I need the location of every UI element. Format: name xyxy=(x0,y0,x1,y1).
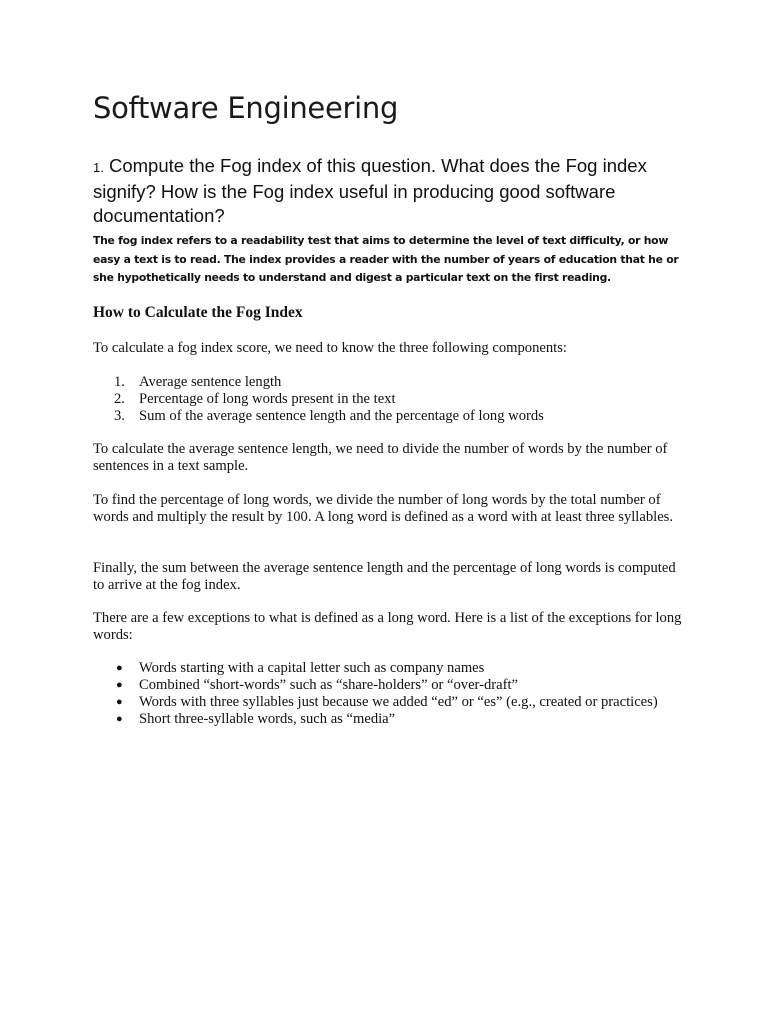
list-item-text: Words with three syllables just because we added “ed” or “es” (e.g., created or practices) xyxy=(139,694,658,710)
components-list xyxy=(93,374,693,425)
list-item xyxy=(93,408,693,425)
bullet-icon: ● xyxy=(116,679,123,691)
avg-sentence-paragraph: To calculate the average sentence length, we need to divide the number of words by the number of sentences in a text sample. xyxy=(93,441,668,474)
pct-long-words-paragraph: To find the percentage of long words, we divide the number of long words by the total number of words and multiply the result by 100. A long word is defined as a word with at least three syllables. xyxy=(93,492,674,525)
list-item xyxy=(93,694,693,711)
section-heading: How to Calculate the Fog Index xyxy=(93,304,303,321)
document-title: Software Engineering xyxy=(93,91,399,125)
list-item-text: Combined “short-words” such as “share-holders” or “over-draft” xyxy=(139,677,519,693)
list-item xyxy=(93,677,693,694)
list-item-number: 3. xyxy=(114,408,125,424)
exceptions-intro-paragraph: There are a few exceptions to what is defined as a long word. Here is a list of the exceptions for long words: xyxy=(93,610,682,643)
question-text: Compute the Fog index of this question. What does the Fog index signify? How is the Fog index useful in producing good software documentation? xyxy=(93,155,647,226)
question-number: 1. xyxy=(93,160,104,175)
bullet-icon: ● xyxy=(116,713,123,725)
answer-lead-paragraph: The fog index refers to a readability test that aims to determine the level of text difficulty, or how easy a text is to read. The index provides a reader with the number of years of education that he or she hypothetically needs to understand and digest a particular text on the first reading. xyxy=(93,234,679,284)
list-item xyxy=(93,660,693,677)
list-item xyxy=(93,711,693,728)
exceptions-list xyxy=(93,660,693,728)
intro-paragraph: To calculate a fog index score, we need to know the three following components: xyxy=(93,340,567,356)
list-item-text: Average sentence length xyxy=(139,374,282,390)
list-item-number: 2. xyxy=(114,391,125,407)
list-item-number: 1. xyxy=(114,374,125,390)
bullet-icon: ● xyxy=(116,662,123,674)
list-item xyxy=(93,374,693,391)
list-item xyxy=(93,391,693,408)
list-item-text: Words starting with a capital letter such as company names xyxy=(139,660,485,676)
list-item-text: Sum of the average sentence length and the percentage of long words xyxy=(139,408,544,424)
bullet-icon: ● xyxy=(116,696,123,708)
list-item-text: Percentage of long words present in the text xyxy=(139,391,396,407)
question-paragraph xyxy=(93,154,693,228)
sum-paragraph: Finally, the sum between the average sentence length and the percentage of long words is computed to arrive at the fog index. xyxy=(93,560,676,593)
list-item-text: Short three-syllable words, such as “media” xyxy=(139,711,396,727)
